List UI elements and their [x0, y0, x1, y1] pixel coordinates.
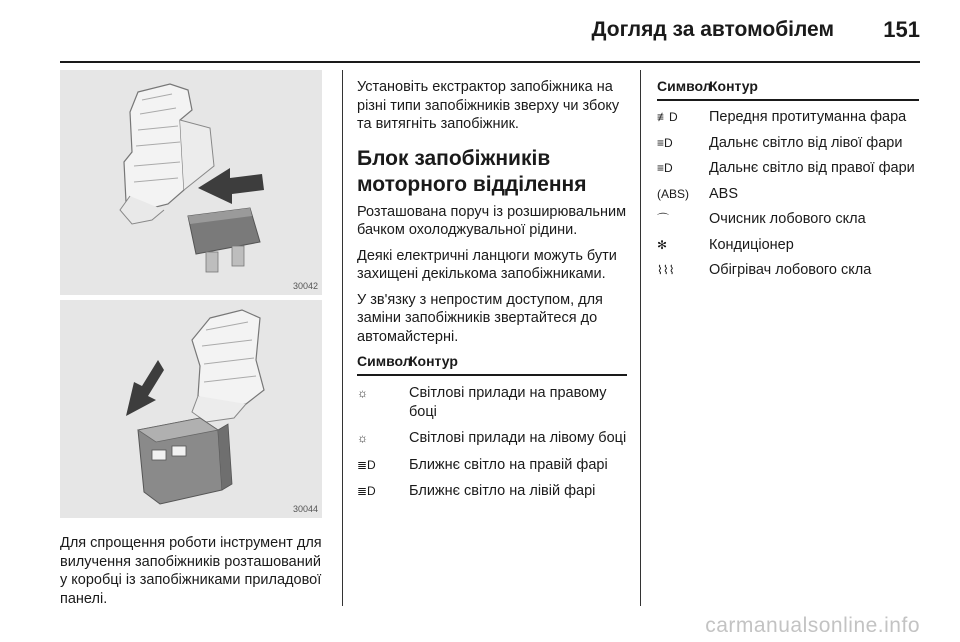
circuit-label: Дальнє світло від правої фари: [709, 160, 915, 176]
table-row: [357, 456, 627, 475]
figure-fuse-puller-side: [60, 70, 322, 295]
section-heading: Блок запобіжників моторного відділення: [357, 146, 587, 196]
intro-paragraph: Установіть екстрактор запобіжника на різні типи запобіжників зверху чи збоку та витягніть запобіжник.: [357, 79, 620, 132]
low-beam-icon: ≣D: [357, 484, 376, 498]
high-beam-icon: ≡D: [657, 161, 673, 175]
circuit-label: Ближнє світло на лівій фарі: [409, 483, 596, 499]
table-row: [657, 236, 919, 255]
fuse-puller-top-illustration: [60, 300, 322, 518]
circuit-column-header: Контур: [409, 353, 458, 369]
fuse-table-header: [357, 353, 627, 376]
table-row: [357, 482, 627, 501]
fuse-puller-side-illustration: [60, 70, 322, 295]
wiper-icon: ⌒: [657, 212, 670, 226]
parking-light-left-icon: ☼: [357, 431, 368, 445]
circuit-label: ABS: [709, 185, 739, 202]
symbol-column-header: Символ: [657, 78, 712, 94]
table-row: [357, 429, 627, 448]
figure-fuse-puller-top: [60, 300, 322, 518]
air-conditioning-icon: ✻: [657, 237, 668, 252]
watermark: carmanualsonline.info: [705, 614, 920, 637]
location-paragraph: Розташована поруч із розширювальним бачком охолоджувальної рідини.: [357, 203, 627, 238]
column-divider: [640, 70, 641, 606]
low-beam-icon: ≣D: [357, 457, 376, 472]
page-header: [0, 0, 960, 62]
figure-code: 30044: [292, 504, 318, 514]
circuit-column-header: Контур: [709, 78, 758, 94]
figure-code: 30042: [292, 281, 318, 291]
abs-icon: (ABS): [657, 186, 690, 201]
table-row: [657, 185, 919, 204]
page-number: 151: [883, 17, 920, 42]
page-title: Догляд за автомобілем: [591, 18, 834, 41]
high-beam-icon: ≡D: [657, 135, 673, 150]
circuit-label: Кондиціонер: [709, 236, 794, 253]
circuit-label: Передня протитуманна фара: [709, 109, 907, 125]
access-paragraph: У зв'язку з непростим доступом, для заміни запобіжників звертайтеся до автомайстерні.: [357, 291, 603, 345]
table-row: [357, 384, 627, 421]
table-row: [657, 134, 919, 153]
parking-light-right-icon: ☼: [357, 386, 368, 400]
figure-caption: Для спрощення роботи інструмент для вилучення запобіжників розташований у коробці із запобіжниками приладової панелі.: [60, 535, 322, 607]
circuit-label: Світлові прилади на лівому боці: [409, 430, 627, 446]
table-row: [657, 108, 919, 127]
symbol-column-header: Символ: [357, 353, 412, 369]
fuse-table-header: [657, 78, 919, 101]
middle-column: [357, 78, 627, 501]
header-divider: [60, 61, 920, 63]
circuits-paragraph: Деякі електричні ланцюги можуть бути захищені декількома запобіжниками.: [357, 247, 617, 282]
circuit-label: Обігрівач лобового скла: [709, 262, 872, 278]
windshield-heater-icon: ⌇⌇⌇: [657, 263, 675, 277]
table-row: [657, 210, 919, 229]
right-column: [657, 78, 919, 280]
table-row: [657, 159, 919, 178]
table-row: [657, 261, 919, 280]
circuit-label: Ближнє світло на правій фарі: [409, 456, 608, 473]
circuit-label: Дальнє світло від лівої фари: [709, 134, 903, 151]
column-divider: [342, 70, 343, 606]
circuit-label: Світлові прилади на правому боці: [409, 385, 607, 420]
circuit-label: Очисник лобового скла: [709, 211, 866, 227]
front-fog-light-icon: ≢D: [657, 110, 678, 124]
